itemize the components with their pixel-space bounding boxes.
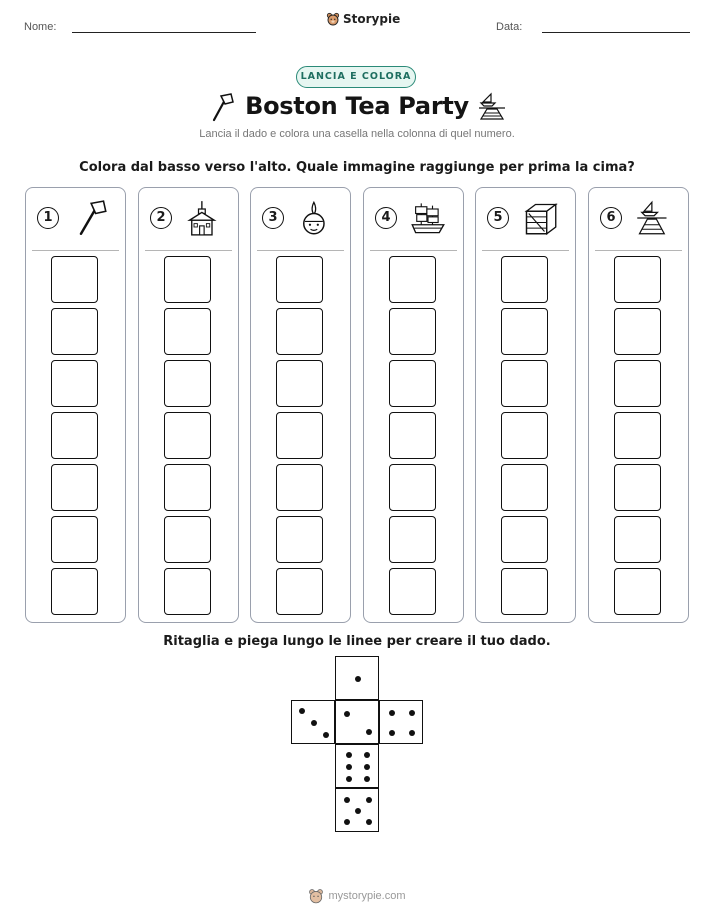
- color-box[interactable]: [276, 412, 323, 459]
- color-box[interactable]: [389, 256, 436, 303]
- column-6: [588, 187, 689, 623]
- dice-pip: [389, 710, 395, 716]
- instruction-text: Colora dal basso verso l'alto. Quale immagine raggiunge per prima la cima?: [79, 160, 635, 175]
- color-box[interactable]: [276, 464, 323, 511]
- color-box[interactable]: [501, 412, 548, 459]
- color-box[interactable]: [164, 412, 211, 459]
- column-2: [138, 187, 239, 623]
- name-line[interactable]: [72, 32, 256, 33]
- dice-instruction: Ritaglia e piega lungo le linee per creare il tuo dado.: [163, 634, 551, 649]
- dice-pip: [409, 730, 415, 736]
- color-box[interactable]: [164, 360, 211, 407]
- dice-pip: [389, 730, 395, 736]
- color-box[interactable]: [389, 360, 436, 407]
- color-box[interactable]: [501, 360, 548, 407]
- color-box[interactable]: [501, 256, 548, 303]
- column-number: 2: [150, 207, 172, 229]
- color-box[interactable]: [614, 412, 661, 459]
- dice-pip: [344, 797, 350, 803]
- dice-pip: [364, 776, 370, 782]
- dice-face-3: [291, 700, 335, 744]
- color-box[interactable]: [389, 308, 436, 355]
- color-box[interactable]: [164, 308, 211, 355]
- color-box[interactable]: [614, 516, 661, 563]
- color-box[interactable]: [51, 516, 98, 563]
- brand-name: Storypie: [343, 12, 401, 26]
- column-number: 4: [375, 207, 397, 229]
- dice-pip: [366, 797, 372, 803]
- color-box[interactable]: [51, 412, 98, 459]
- color-box[interactable]: [164, 464, 211, 511]
- color-box[interactable]: [614, 360, 661, 407]
- column-number: 5: [487, 207, 509, 229]
- date-label: Data:: [496, 21, 523, 33]
- ship-icon: [410, 200, 446, 236]
- dice-pip: [299, 708, 305, 714]
- column-4: [363, 187, 464, 623]
- name-label: Nome:: [24, 21, 57, 33]
- subtitle: Lancia il dado e colora una casella nella colonna di quel numero.: [199, 128, 515, 140]
- color-box[interactable]: [389, 464, 436, 511]
- color-box[interactable]: [276, 516, 323, 563]
- color-box[interactable]: [51, 308, 98, 355]
- color-box[interactable]: [276, 360, 323, 407]
- column-number: 1: [37, 207, 59, 229]
- column-divider: [32, 250, 119, 251]
- mohawk-disguise-icon: [297, 200, 333, 236]
- column-divider: [482, 250, 569, 251]
- dice-pip: [323, 732, 329, 738]
- meeting-house-icon: [185, 200, 221, 236]
- color-box[interactable]: [389, 412, 436, 459]
- color-box[interactable]: [501, 516, 548, 563]
- dice-face-6: [335, 744, 379, 788]
- color-box[interactable]: [614, 464, 661, 511]
- dice-face-1: [335, 656, 379, 700]
- dice-pip: [409, 710, 415, 716]
- dice-face-2: [335, 700, 379, 744]
- color-box[interactable]: [276, 256, 323, 303]
- color-box[interactable]: [51, 464, 98, 511]
- column-divider: [370, 250, 457, 251]
- dice-face-4: [379, 700, 423, 744]
- activity-badge: LANCIA E COLORA: [296, 66, 416, 88]
- column-5: [475, 187, 576, 623]
- brand-logo: [326, 12, 400, 26]
- dice-pip: [355, 808, 361, 814]
- color-box[interactable]: [51, 568, 98, 615]
- date-line[interactable]: [542, 32, 690, 33]
- column-number: 6: [600, 207, 622, 229]
- axe-icon: [72, 200, 108, 236]
- harbor-dock-icon: [635, 200, 671, 236]
- color-box[interactable]: [389, 516, 436, 563]
- dice-pip: [311, 720, 317, 726]
- dice-pip: [346, 764, 352, 770]
- color-box[interactable]: [164, 568, 211, 615]
- color-box[interactable]: [614, 308, 661, 355]
- column-divider: [257, 250, 344, 251]
- color-box[interactable]: [51, 360, 98, 407]
- footer-url: mystorypie.com: [328, 890, 406, 902]
- dice-pip: [355, 676, 361, 682]
- color-box[interactable]: [614, 568, 661, 615]
- dice-pip: [366, 819, 372, 825]
- column-number: 3: [262, 207, 284, 229]
- dice-face-5: [335, 788, 379, 832]
- column-divider: [145, 250, 232, 251]
- dice-pip: [366, 729, 372, 735]
- color-box[interactable]: [164, 516, 211, 563]
- column-divider: [595, 250, 682, 251]
- color-box[interactable]: [501, 308, 548, 355]
- color-box[interactable]: [501, 464, 548, 511]
- dice-pip: [346, 776, 352, 782]
- color-box[interactable]: [614, 256, 661, 303]
- column-1: [25, 187, 126, 623]
- dice-pip: [364, 764, 370, 770]
- color-box[interactable]: [164, 256, 211, 303]
- page-title: Boston Tea Party: [245, 92, 469, 120]
- color-box[interactable]: [501, 568, 548, 615]
- dice-pip: [344, 819, 350, 825]
- bear-mascot-icon: [308, 888, 324, 904]
- dice-pip: [364, 752, 370, 758]
- tea-crate-icon: [522, 200, 558, 236]
- color-box[interactable]: [276, 308, 323, 355]
- column-3: [250, 187, 351, 623]
- dice-pip: [344, 711, 350, 717]
- color-box[interactable]: [389, 568, 436, 615]
- footer: [0, 888, 714, 904]
- bear-mascot-icon: [326, 12, 340, 26]
- harbor-title-icon: [477, 92, 507, 120]
- color-box[interactable]: [51, 256, 98, 303]
- color-box[interactable]: [276, 568, 323, 615]
- dice-pip: [346, 752, 352, 758]
